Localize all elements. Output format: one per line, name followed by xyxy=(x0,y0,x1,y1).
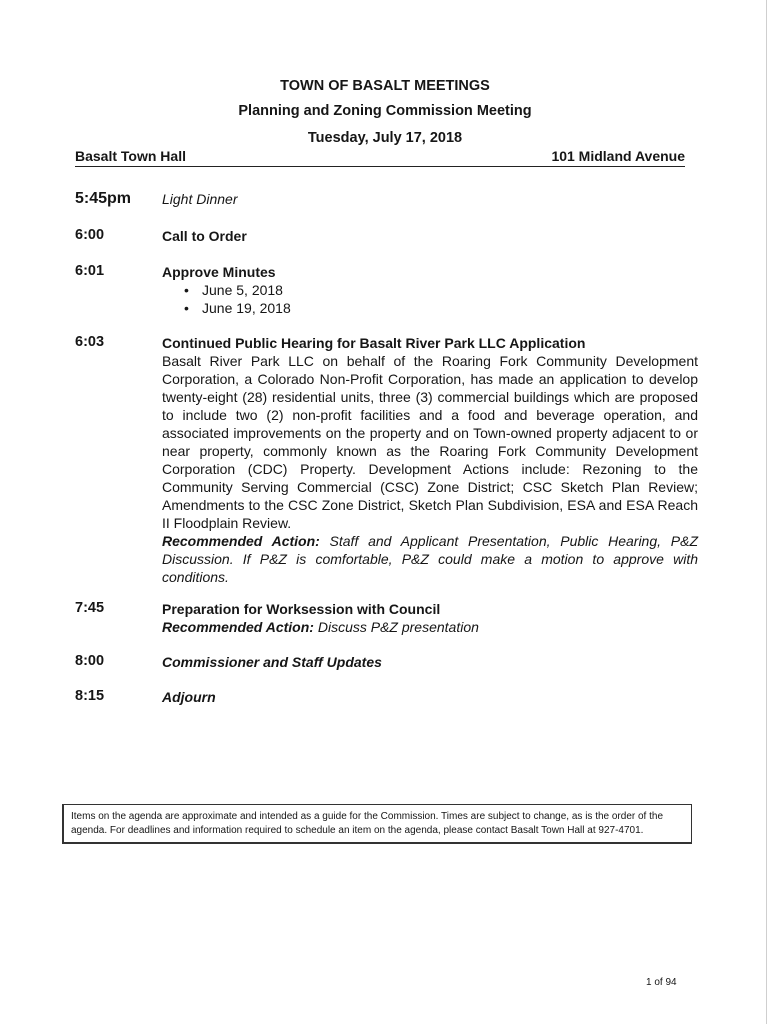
agenda-item-approve-minutes xyxy=(162,263,698,317)
agenda-time: 8:15 xyxy=(75,688,105,704)
agenda-item-title: Commissioner and Staff Updates xyxy=(162,654,382,670)
agenda-notice-box: Items on the agenda are approximate and intended as a guide for the Commission. Times are subject to change, as is the order of the agenda. For deadlines and information required to schedule an item on the agenda, please contact Basalt Town Hall at 927-4701. xyxy=(62,804,692,844)
agenda-item-worksession-prep xyxy=(162,600,698,636)
minutes-list xyxy=(162,281,698,317)
recommended-action-text: Discuss P&Z presentation xyxy=(317,619,479,635)
meeting-name: Planning and Zoning Commission Meeting xyxy=(238,103,532,119)
location-row xyxy=(75,148,685,167)
agenda-item-title: Adjourn xyxy=(162,689,216,705)
recommended-action-text: Staff and Applicant Presentation, Public Hearing, P&Z Discussion. If P&Z is comfortable, P&Z could make a motion to approve with conditions. xyxy=(162,533,698,585)
recommended-action xyxy=(162,618,698,636)
list-item: • June 5, 2018 xyxy=(184,282,283,298)
page-edge-line xyxy=(766,0,767,1024)
agenda-item-title: Preparation for Worksession with Council xyxy=(162,601,441,617)
location-venue: Basalt Town Hall xyxy=(75,148,186,164)
agenda-time: 6:01 xyxy=(75,263,105,279)
agenda-time: 8:00 xyxy=(75,653,105,669)
document-title: TOWN OF BASALT MEETINGS xyxy=(280,78,490,94)
agenda-item-title: Approve Minutes xyxy=(162,264,276,280)
agenda-time: 7:45 xyxy=(75,600,105,616)
agenda-item-updates xyxy=(162,653,698,671)
recommended-action-label: Recommended Action: xyxy=(162,533,320,549)
page-number: 1 of 94 xyxy=(646,977,677,988)
agenda-item-adjourn xyxy=(162,688,698,706)
agenda-item-public-hearing xyxy=(162,334,698,586)
agenda-item-title: Call to Order xyxy=(162,228,247,244)
meeting-date: Tuesday, July 17, 2018 xyxy=(307,130,463,146)
agenda-time: 5:45pm xyxy=(75,190,132,207)
agenda-item-call-to-order xyxy=(162,227,698,245)
recommended-action-label: Recommended Action: xyxy=(162,619,314,635)
agenda-item-description: Basalt River Park LLC on behalf of the Roaring Fork Community Development Corporation, a Colorado Non-Profit Corporation, has made an application to develop twenty-eight (28) residential units, three (3) commercial buildings which are proposed to include two (2) non-profit facilities and a food and beverage operation, and associated improvements on the property and on Town-owned property adjacent to or near property, commonly known as the Roaring Fork Community Development Corporation (CDC) Property. Development Actions include: Rezoning to the Community Serving Commercial (CSC) Zone District; CSC Sketch Plan Review; Amendments to the CSC Zone District, Sketch Plan Subdivision, ESA and ESA Reach II Floodplain Review. xyxy=(162,353,698,531)
agenda-time: 6:03 xyxy=(75,334,105,350)
agenda-time: 6:00 xyxy=(75,227,105,243)
agenda-item-title: Continued Public Hearing for Basalt River Park LLC Application xyxy=(162,335,586,351)
list-item: • June 19, 2018 xyxy=(184,300,291,316)
bullet-icon: • xyxy=(184,300,189,316)
agenda-item-title: Light Dinner xyxy=(162,191,238,207)
agenda-item-dinner xyxy=(162,190,698,208)
bullet-icon: • xyxy=(184,282,189,298)
recommended-action xyxy=(162,532,698,586)
location-address: 101 Midland Avenue xyxy=(551,148,685,164)
